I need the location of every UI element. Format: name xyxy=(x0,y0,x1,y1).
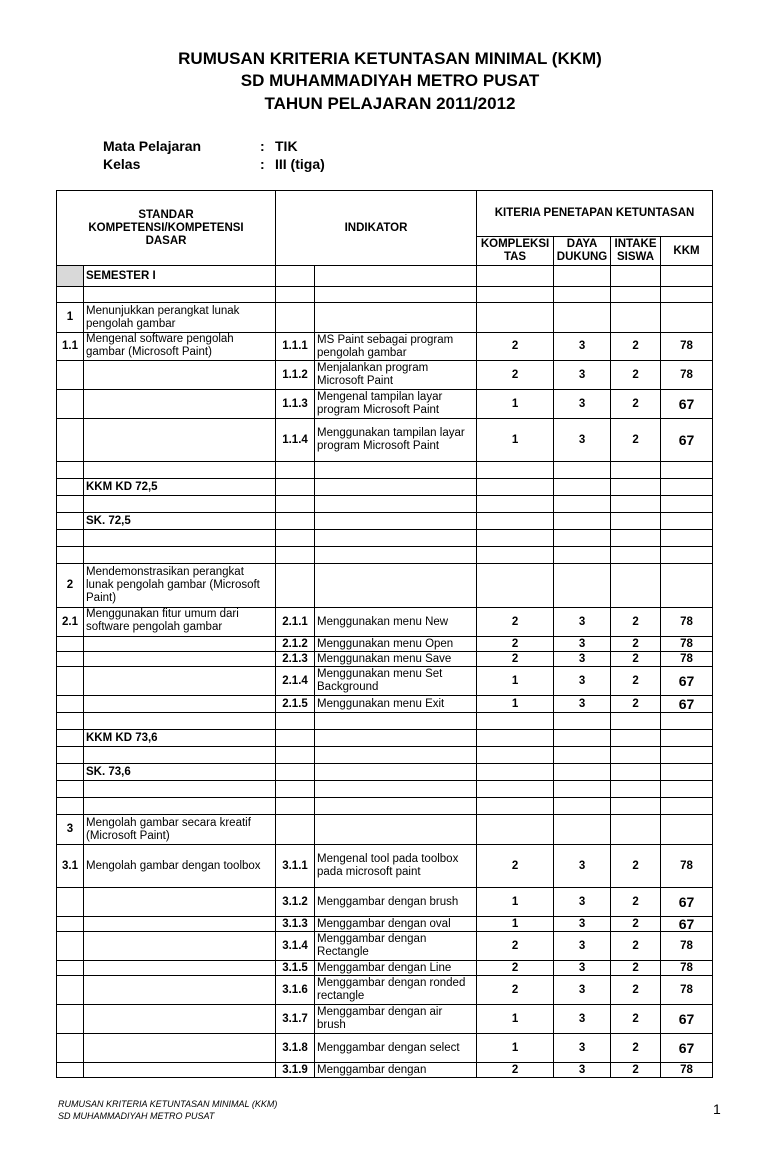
kkm-kd-row xyxy=(57,730,713,747)
intake-value: 2 xyxy=(611,652,661,667)
indicator-row xyxy=(57,390,713,419)
intake-value: 2 xyxy=(611,1005,661,1034)
indicator-number: 2.1.2 xyxy=(276,637,315,652)
sk-text: Mendemonstrasikan perangkat lunak pengolah gambar (Microsoft Paint) xyxy=(84,564,276,608)
indicator-text: Menggambar dengan ronded rectangle xyxy=(315,976,477,1005)
sk-number: 1 xyxy=(57,303,84,333)
class-label: Kelas xyxy=(103,156,141,172)
sk-row xyxy=(57,815,713,845)
indicator-text: Menggambar dengan Rectangle xyxy=(315,932,477,961)
kkm-value: 67 xyxy=(661,667,713,696)
daya-dukung-value: 3 xyxy=(554,419,611,462)
kkm-value: 67 xyxy=(661,1034,713,1063)
kkm-value: 67 xyxy=(661,917,713,932)
footer-line1: RUMUSAN KRITERIA KETUNTASAN MINIMAL (KKM) xyxy=(58,1099,278,1109)
sk-text: Menunjukkan perangkat lunak pengolah gambar xyxy=(84,303,276,333)
sk-text: Mengolah gambar secara kreatif (Microsoft Paint) xyxy=(84,815,276,845)
kkm-value: 67 xyxy=(661,1005,713,1034)
daya-dukung-value: 3 xyxy=(554,667,611,696)
kd-text: Mengolah gambar dengan toolbox xyxy=(84,845,276,888)
daya-dukung-value: 3 xyxy=(554,1063,611,1078)
spacer-row xyxy=(57,747,713,764)
indicator-number: 3.1.9 xyxy=(276,1063,315,1078)
kompleksitas-value: 2 xyxy=(477,961,554,976)
indicator-number: 2.1.5 xyxy=(276,696,315,713)
intake-value: 2 xyxy=(611,932,661,961)
indicator-number: 3.1.7 xyxy=(276,1005,315,1034)
footer-line2: SD MUHAMMADIYAH METRO PUSAT xyxy=(58,1111,215,1121)
sk-number: 3 xyxy=(57,815,84,845)
kkm-value: 67 xyxy=(661,696,713,713)
indicator-number: 2.1.1 xyxy=(276,608,315,637)
daya-dukung-value: 3 xyxy=(554,888,611,917)
kompleksitas-value: 1 xyxy=(477,419,554,462)
kkm-value: 78 xyxy=(661,976,713,1005)
kompleksitas-value: 1 xyxy=(477,1005,554,1034)
indicator-text: Menggunakan menu Exit xyxy=(315,696,477,713)
subject-colon: : xyxy=(260,138,265,154)
class-colon: : xyxy=(260,156,265,172)
sk-kkm-label: SK. 72,5 xyxy=(84,513,276,530)
kompleksitas-value: 2 xyxy=(477,608,554,637)
indicator-text: Menggambar dengan Line xyxy=(315,961,477,976)
kompleksitas-value: 2 xyxy=(477,333,554,361)
indicator-number: 2.1.3 xyxy=(276,652,315,667)
intake-value: 2 xyxy=(611,1034,661,1063)
kd-text: Mengenal software pengolah gambar (Microsoft Paint) xyxy=(84,333,276,361)
intake-value: 2 xyxy=(611,845,661,888)
indicator-row xyxy=(57,976,713,1005)
kkm-kd-label: KKM KD 72,5 xyxy=(84,479,276,496)
indicator-text: Mengenal tampilan layar program Microsoft Paint xyxy=(315,390,477,419)
daya-dukung-value: 3 xyxy=(554,845,611,888)
subject-value: TIK xyxy=(275,138,298,154)
indicator-row xyxy=(57,932,713,961)
indicator-row xyxy=(57,1034,713,1063)
intake-value: 2 xyxy=(611,917,661,932)
intake-value: 2 xyxy=(611,976,661,1005)
indicator-row xyxy=(57,637,713,652)
header-intake-siswa: INTAKE SISWA xyxy=(611,237,661,266)
kkm-value: 78 xyxy=(661,333,713,361)
kkm-kd-row xyxy=(57,479,713,496)
intake-value: 2 xyxy=(611,961,661,976)
indicator-row xyxy=(57,917,713,932)
spacer-row xyxy=(57,798,713,815)
sk-kkm-label: SK. 73,6 xyxy=(84,764,276,781)
indicator-number: 3.1.1 xyxy=(276,845,315,888)
spacer-row xyxy=(57,496,713,513)
indicator-row xyxy=(57,961,713,976)
indicator-text: Menggunakan menu Open xyxy=(315,637,477,652)
spacer-row xyxy=(57,462,713,479)
indicator-number: 2.1.4 xyxy=(276,667,315,696)
daya-dukung-value: 3 xyxy=(554,361,611,390)
header-kkm: KKM xyxy=(661,237,713,266)
intake-value: 2 xyxy=(611,1063,661,1078)
kompleksitas-value: 2 xyxy=(477,976,554,1005)
indicator-text: Menggunakan menu Save xyxy=(315,652,477,667)
kompleksitas-value: 1 xyxy=(477,888,554,917)
header-indikator: INDIKATOR xyxy=(276,191,477,266)
sk-number: 2 xyxy=(57,564,84,608)
indicator-text: Menggunakan tampilan layar program Microsoft Paint xyxy=(315,419,477,462)
indicator-row xyxy=(57,608,713,637)
kkm-value: 78 xyxy=(661,1063,713,1078)
spacer-row xyxy=(57,530,713,547)
kkm-value: 78 xyxy=(661,932,713,961)
doc-title-line1: RUMUSAN KRITERIA KETUNTASAN MINIMAL (KKM) xyxy=(178,49,602,68)
indicator-row xyxy=(57,845,713,888)
indicator-number: 3.1.2 xyxy=(276,888,315,917)
daya-dukung-value: 3 xyxy=(554,961,611,976)
page-number: 1 xyxy=(713,1101,721,1117)
indicator-number: 3.1.8 xyxy=(276,1034,315,1063)
kd-number: 1.1 xyxy=(57,333,84,361)
daya-dukung-value: 3 xyxy=(554,608,611,637)
kkm-value: 78 xyxy=(661,652,713,667)
daya-dukung-value: 3 xyxy=(554,652,611,667)
indicator-text: Menggunakan menu New xyxy=(315,608,477,637)
indicator-number: 1.1.1 xyxy=(276,333,315,361)
indicator-row xyxy=(57,652,713,667)
indicator-row xyxy=(57,361,713,390)
kompleksitas-value: 2 xyxy=(477,652,554,667)
indicator-row xyxy=(57,333,713,361)
indicator-row xyxy=(57,1063,713,1078)
daya-dukung-value: 3 xyxy=(554,976,611,1005)
kkm-value: 78 xyxy=(661,608,713,637)
intake-value: 2 xyxy=(611,333,661,361)
intake-value: 2 xyxy=(611,667,661,696)
kkm-value: 67 xyxy=(661,390,713,419)
indicator-text: Menggambar dengan air brush xyxy=(315,1005,477,1034)
indicator-number: 3.1.5 xyxy=(276,961,315,976)
indicator-text: Mengenal tool pada toolbox pada microsoft paint xyxy=(315,845,477,888)
kompleksitas-value: 1 xyxy=(477,390,554,419)
header-kompleksitas: KOMPLEKSI TAS xyxy=(477,237,554,266)
kompleksitas-value: 2 xyxy=(477,361,554,390)
spacer-row xyxy=(57,547,713,564)
indicator-row xyxy=(57,419,713,462)
indicator-text: Menggambar dengan xyxy=(315,1063,477,1078)
intake-value: 2 xyxy=(611,390,661,419)
indicator-text: Menggambar dengan oval xyxy=(315,917,477,932)
indicator-row xyxy=(57,667,713,696)
kd-number: 2.1 xyxy=(57,608,84,637)
indicator-number: 1.1.2 xyxy=(276,361,315,390)
semester-label: SEMESTER I xyxy=(84,266,276,287)
indicator-number: 3.1.3 xyxy=(276,917,315,932)
indicator-number: 1.1.4 xyxy=(276,419,315,462)
kompleksitas-value: 1 xyxy=(477,1034,554,1063)
kompleksitas-value: 2 xyxy=(477,1063,554,1078)
indicator-row xyxy=(57,1005,713,1034)
kkm-value: 78 xyxy=(661,361,713,390)
kd-number: 3.1 xyxy=(57,845,84,888)
indicator-number: 3.1.6 xyxy=(276,976,315,1005)
doc-title-line3: TAHUN PELAJARAN 2011/2012 xyxy=(264,94,516,113)
kkm-kd-label: KKM KD 73,6 xyxy=(84,730,276,747)
header-daya-dukung: DAYA DUKUNG xyxy=(554,237,611,266)
indicator-number: 3.1.4 xyxy=(276,932,315,961)
intake-value: 2 xyxy=(611,888,661,917)
intake-value: 2 xyxy=(611,361,661,390)
header-standar: STANDAR KOMPETENSI/KOMPETENSI DASAR xyxy=(57,191,276,266)
sk-row xyxy=(57,303,713,333)
daya-dukung-value: 3 xyxy=(554,1005,611,1034)
indicator-text: MS Paint sebagai program pengolah gambar xyxy=(315,333,477,361)
sk-kkm-row xyxy=(57,764,713,781)
indicator-row xyxy=(57,696,713,713)
kkm-value: 78 xyxy=(661,845,713,888)
kkm-value: 78 xyxy=(661,637,713,652)
intake-value: 2 xyxy=(611,419,661,462)
kkm-value: 67 xyxy=(661,419,713,462)
kkm-value: 78 xyxy=(661,961,713,976)
indicator-text: Menjalankan program Microsoft Paint xyxy=(315,361,477,390)
intake-value: 2 xyxy=(611,637,661,652)
kompleksitas-value: 2 xyxy=(477,932,554,961)
daya-dukung-value: 3 xyxy=(554,637,611,652)
indicator-number: 1.1.3 xyxy=(276,390,315,419)
header-kriteria: KITERIA PENETAPAN KETUNTASAN xyxy=(477,191,713,237)
daya-dukung-value: 3 xyxy=(554,917,611,932)
spacer-row xyxy=(57,713,713,730)
intake-value: 2 xyxy=(611,696,661,713)
sk-kkm-row xyxy=(57,513,713,530)
daya-dukung-value: 3 xyxy=(554,333,611,361)
daya-dukung-value: 3 xyxy=(554,696,611,713)
daya-dukung-value: 3 xyxy=(554,390,611,419)
daya-dukung-value: 3 xyxy=(554,1034,611,1063)
indicator-text: Menggambar dengan brush xyxy=(315,888,477,917)
kompleksitas-value: 1 xyxy=(477,667,554,696)
intake-value: 2 xyxy=(611,608,661,637)
kkm-table xyxy=(56,190,713,1078)
daya-dukung-value: 3 xyxy=(554,932,611,961)
indicator-text: Menggunakan menu Set Background xyxy=(315,667,477,696)
kompleksitas-value: 2 xyxy=(477,845,554,888)
indicator-text: Menggambar dengan select xyxy=(315,1034,477,1063)
semester-row xyxy=(57,266,713,287)
kkm-value: 67 xyxy=(661,888,713,917)
sk-row xyxy=(57,564,713,608)
spacer-row xyxy=(57,287,713,303)
kompleksitas-value: 2 xyxy=(477,637,554,652)
subject-label: Mata Pelajaran xyxy=(103,138,202,154)
class-value: III (tiga) xyxy=(275,156,325,172)
spacer-row xyxy=(57,781,713,798)
kompleksitas-value: 1 xyxy=(477,696,554,713)
doc-title-line2: SD MUHAMMADIYAH METRO PUSAT xyxy=(240,71,540,90)
kd-text: Menggunakan fitur umum dari software pengolah gambar xyxy=(84,608,276,637)
kompleksitas-value: 1 xyxy=(477,917,554,932)
indicator-row xyxy=(57,888,713,917)
